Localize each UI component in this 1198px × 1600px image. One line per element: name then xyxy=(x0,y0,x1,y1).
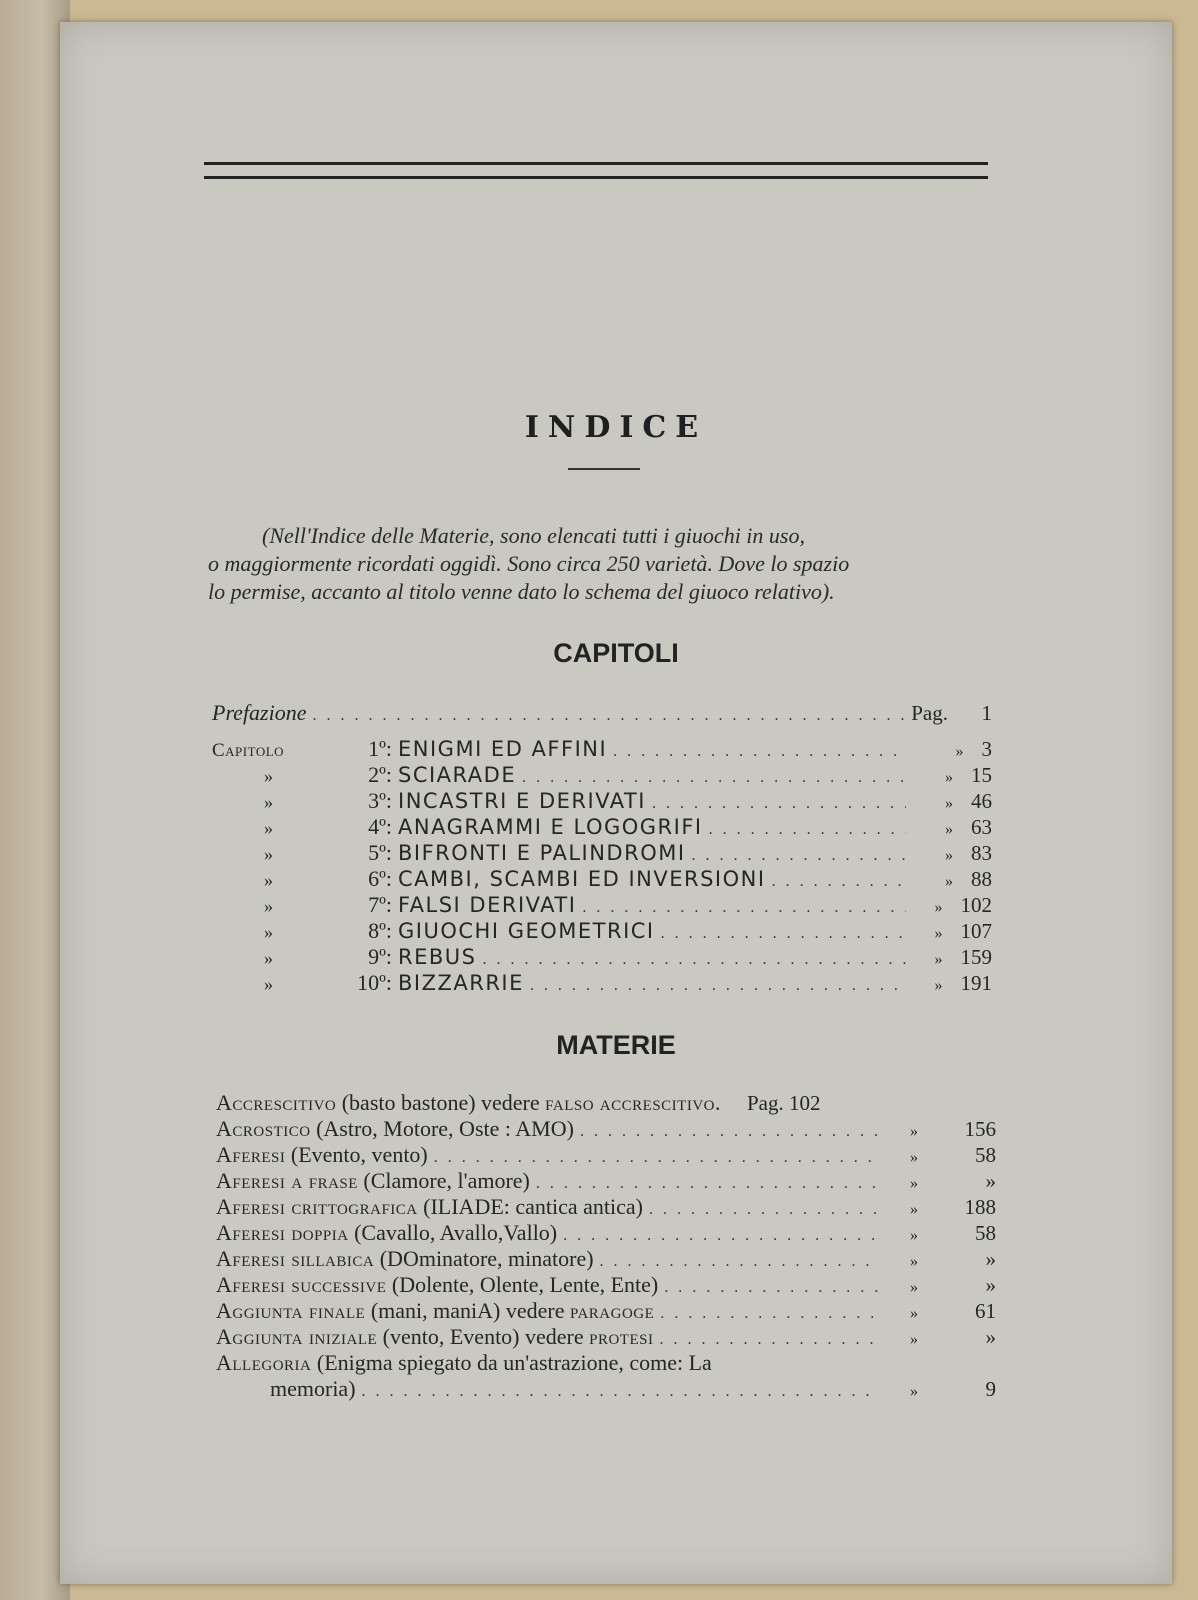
page-number: 61 xyxy=(975,1299,996,1323)
materia-head: Aferesi a frase xyxy=(216,1168,358,1193)
page-number: 102 xyxy=(788,1091,821,1115)
materia-reference: falso accrescitivo xyxy=(545,1091,715,1115)
chapter-page xyxy=(912,814,992,843)
materia-page xyxy=(886,1272,996,1301)
materia-row xyxy=(216,1116,996,1142)
chapter-page xyxy=(912,788,992,817)
ditto-mark: » xyxy=(264,870,273,890)
intro-line: lo permise, accanto al titolo venne dato lo schema del giuoco relativo). xyxy=(208,579,835,604)
page-number: 15 xyxy=(971,763,992,787)
materia-head: Acrostico xyxy=(216,1116,311,1141)
ditto-mark: » xyxy=(945,795,953,812)
ditto-mark: » xyxy=(945,821,953,838)
page-number: 1 xyxy=(981,701,992,725)
book-page xyxy=(60,22,1172,1584)
materia-text xyxy=(216,1090,720,1116)
materia-example: (Dolente, Olente, Lente, Ente) xyxy=(386,1272,659,1297)
page-number: » xyxy=(985,1325,996,1349)
materia-head: Aferesi crittografica xyxy=(216,1194,418,1219)
page-number: 102 xyxy=(960,893,992,917)
chapter-title: BIZZARRIE xyxy=(398,971,524,995)
materia-row xyxy=(216,1324,996,1350)
chapter-page xyxy=(912,970,992,999)
materia-text xyxy=(216,1116,574,1142)
chapter-number: 1º: xyxy=(368,736,392,761)
materia-example: (Cavallo, Avallo,Vallo) xyxy=(348,1220,558,1245)
chapter-page xyxy=(912,892,992,921)
chapter-page xyxy=(912,840,992,869)
page-number: » xyxy=(985,1169,996,1193)
materia-page xyxy=(886,1168,996,1197)
materia-row xyxy=(216,1220,996,1246)
materia-head: Aferesi doppia xyxy=(216,1220,349,1245)
materia-page xyxy=(886,1220,996,1249)
materia-page xyxy=(886,1376,996,1405)
ditto-mark: » xyxy=(910,1201,918,1218)
ditto-mark: » xyxy=(955,743,964,760)
page-number: 58 xyxy=(975,1143,996,1167)
ditto-mark: » xyxy=(910,1331,918,1348)
chapter-number: 9º: xyxy=(368,944,392,969)
materia-continuation: memoria) xyxy=(270,1376,356,1401)
chapter-row xyxy=(212,944,992,970)
prefazione-row xyxy=(212,700,992,726)
page-number: 156 xyxy=(964,1117,996,1141)
materia-row xyxy=(216,1350,996,1376)
chapter-number: 4º: xyxy=(368,814,392,839)
chapter-row xyxy=(212,918,992,944)
ditto-mark: » xyxy=(910,1279,918,1296)
chapter-title: INCASTRI E DERIVATI xyxy=(398,789,646,813)
chapter-row xyxy=(212,788,992,814)
ditto-mark: » xyxy=(264,948,273,968)
materia-page xyxy=(886,1194,996,1223)
materia-reference: protesi xyxy=(589,1325,654,1349)
dot-leader xyxy=(530,973,906,999)
page-number: » xyxy=(985,1273,996,1297)
ditto-mark: » xyxy=(910,1305,918,1322)
chapter-number: 8º: xyxy=(368,918,392,943)
materia-page xyxy=(886,1298,996,1327)
materia-text xyxy=(216,1246,594,1272)
materia-text xyxy=(216,1168,530,1194)
materia-text xyxy=(216,1220,557,1246)
materia-row xyxy=(216,1272,996,1298)
page-number: » xyxy=(985,1247,996,1271)
page-title: INDICE xyxy=(524,410,708,445)
page-number: 3 xyxy=(981,737,992,761)
page-number: 191 xyxy=(960,971,992,995)
materia-head: Aferesi successive xyxy=(216,1272,387,1297)
materia-text xyxy=(216,1324,653,1350)
materia-example: (Astro, Motore, Oste : AMO) xyxy=(310,1116,574,1141)
dot-leader xyxy=(362,1379,880,1405)
capitoli-heading: CAPITOLI xyxy=(553,638,679,668)
ditto-mark: » xyxy=(910,1383,918,1400)
materia-text xyxy=(216,1142,428,1168)
ditto-mark: » xyxy=(934,925,943,942)
chapter-title: REBUS xyxy=(398,945,477,969)
materia-head: Accrescitivo xyxy=(216,1090,337,1115)
page-number: 88 xyxy=(971,867,992,891)
title-underline xyxy=(568,468,640,470)
chapter-title: CAMBI, SCAMBI ED INVERSIONI xyxy=(398,867,766,891)
materia-page xyxy=(886,1246,996,1275)
ditto-mark: » xyxy=(934,899,943,916)
chapter-title: FALSI DERIVATI xyxy=(398,893,577,917)
chapter-page xyxy=(912,762,992,791)
chapter-row xyxy=(212,762,992,788)
chapter-page xyxy=(912,866,992,895)
ditto-mark: » xyxy=(945,769,953,786)
materia-example: (Evento, vento) xyxy=(285,1142,428,1167)
materia-tail: . xyxy=(714,1090,721,1115)
ditto-mark: » xyxy=(934,977,943,994)
capitolo-label: Capitolo xyxy=(212,740,285,761)
ditto-mark: » xyxy=(264,896,273,916)
materia-example: (basto bastone) vedere xyxy=(336,1090,546,1115)
materia-example: (vento, Evento) vedere xyxy=(377,1324,590,1349)
chapter-page xyxy=(912,918,992,947)
chapter-row xyxy=(212,814,992,840)
chapter-title: SCIARADE xyxy=(398,763,517,787)
chapter-title: ANAGRAMMI E LOGOGRIFI xyxy=(398,815,703,839)
chapter-number: 2º: xyxy=(368,762,392,787)
materia-text xyxy=(216,1194,643,1220)
chapter-number: 10º: xyxy=(357,970,392,995)
page-number: 63 xyxy=(971,815,992,839)
ditto-mark: » xyxy=(264,974,273,994)
materia-reference: paragoge xyxy=(569,1299,655,1323)
chapter-number: 6º: xyxy=(368,866,392,891)
chapter-number: 7º: xyxy=(368,892,392,917)
ditto-mark: » xyxy=(910,1227,918,1244)
chapter-number: 5º: xyxy=(368,840,392,865)
materia-text xyxy=(216,1272,658,1298)
ditto-mark: » xyxy=(934,951,943,968)
ditto-mark: » xyxy=(945,847,953,864)
prefazione-page xyxy=(911,700,992,726)
intro-line: (Nell'Indice delle Materie, sono elencati tutti i giuochi in uso, xyxy=(262,523,805,548)
materia-row-continued xyxy=(270,1376,996,1402)
dot-leader xyxy=(313,703,906,729)
materia-row xyxy=(216,1194,996,1220)
materia-row xyxy=(216,1142,996,1168)
materia-head: Allegoria xyxy=(216,1350,312,1375)
materia-example: (ILIADE: cantica antica) xyxy=(417,1194,644,1219)
ditto-mark: » xyxy=(264,922,273,942)
ditto-mark: » xyxy=(264,792,273,812)
ditto-mark: » xyxy=(910,1123,918,1140)
materia-page xyxy=(720,1090,820,1116)
materia-row xyxy=(216,1246,996,1272)
prefazione-label: Prefazione xyxy=(212,700,307,725)
materia-head: Aferesi sillabica xyxy=(216,1246,375,1271)
materia-example: (DOminatore, minatore) xyxy=(374,1246,594,1271)
materia-example: (mani, maniA) vedere xyxy=(365,1298,570,1323)
page-number: 83 xyxy=(971,841,992,865)
chapter-page xyxy=(912,944,992,973)
page-number: 58 xyxy=(975,1221,996,1245)
ditto-mark: » xyxy=(910,1149,918,1166)
materia-text xyxy=(216,1350,712,1376)
page-number: 9 xyxy=(985,1377,996,1401)
chapter-row xyxy=(212,736,992,762)
ditto-mark: » xyxy=(264,766,273,786)
ditto-mark: » xyxy=(945,873,953,890)
materia-head: Aggiunta finale xyxy=(216,1298,366,1323)
chapter-title: BIFRONTI E PALINDROMI xyxy=(398,841,686,865)
materia-page xyxy=(886,1324,996,1353)
materia-head: Aggiunta iniziale xyxy=(216,1324,378,1349)
page-number: 188 xyxy=(964,1195,996,1219)
materie-heading: MATERIE xyxy=(556,1030,676,1060)
materia-example: (Enigma spiegato da un'astrazione, come: La xyxy=(311,1350,712,1375)
materia-head: Aferesi xyxy=(216,1142,286,1167)
materia-text xyxy=(216,1298,654,1324)
materia-row xyxy=(216,1090,996,1116)
pag-label: Pag. xyxy=(911,701,948,725)
chapter-number: 3º: xyxy=(368,788,392,813)
intro-note xyxy=(208,522,988,606)
intro-line: o maggiormente ricordati oggidì. Sono circa 250 varietà. Dove lo spazio xyxy=(208,551,850,576)
chapter-page xyxy=(912,736,992,765)
top-rule xyxy=(204,162,988,165)
chapter-row xyxy=(212,840,992,866)
page-number: 107 xyxy=(960,919,992,943)
materia-row xyxy=(216,1298,996,1324)
page-number: 159 xyxy=(960,945,992,969)
chapter-row xyxy=(212,866,992,892)
chapter-title: GIUOCHI GEOMETRICI xyxy=(398,919,655,943)
materia-page xyxy=(886,1142,996,1171)
chapter-row xyxy=(212,892,992,918)
ditto-mark: » xyxy=(264,844,273,864)
top-rule-second xyxy=(204,176,988,179)
ditto-mark: » xyxy=(910,1253,918,1270)
ditto-mark: » xyxy=(910,1175,918,1192)
chapter-title: ENIGMI ED AFFINI xyxy=(398,737,608,761)
materia-page xyxy=(886,1116,996,1145)
pag-label: Pag. xyxy=(746,1091,789,1115)
page-number: 46 xyxy=(971,789,992,813)
chapter-row xyxy=(212,970,992,996)
materia-row xyxy=(216,1168,996,1194)
materia-example: (Clamore, l'amore) xyxy=(357,1168,530,1193)
ditto-mark: » xyxy=(264,818,273,838)
